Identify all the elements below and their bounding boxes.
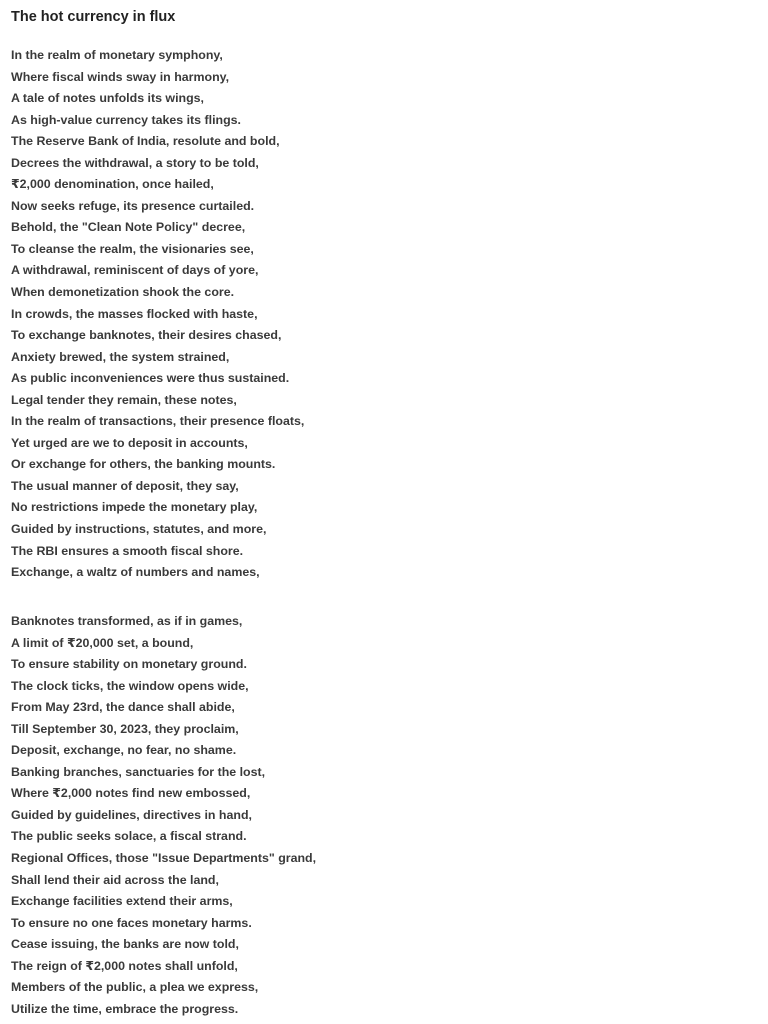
poem-line: As high-value currency takes its flings. [11, 112, 241, 127]
poem-line: The RBI ensures a smooth fiscal shore. [11, 543, 244, 558]
poem-line: In the realm of monetary symphony, [11, 48, 223, 62]
poem-line: Banknotes transformed, as if in games, [11, 614, 243, 628]
poem-line: Guided by guidelines, directives in hand, [11, 807, 252, 822]
poem-line: From May 23rd, the dance shall abide, [11, 700, 235, 715]
poem-line: Where fiscal winds sway in harmony, [11, 69, 230, 84]
poem-line: The public seeks solace, a fiscal strand. [11, 829, 247, 844]
poem-line: No restrictions impede the monetary play, [11, 500, 258, 515]
poem-line: Deposit, exchange, no fear, no shame. [11, 743, 237, 758]
document-title: The hot currency in flux [11, 9, 176, 25]
poem-line: Now seeks refuge, its presence curtailed. [11, 198, 255, 213]
poem-line: Behold, the "Clean Note Policy" decree, [11, 220, 246, 235]
poem-line: The Reserve Bank of India, resolute and bold, [11, 134, 280, 149]
poem-line: Members of the public, a plea we express, [11, 980, 259, 995]
poem-line: Or exchange for others, the banking mounts. [11, 457, 276, 472]
poem-line: A tale of notes unfolds its wings, [11, 91, 204, 106]
poem-line: To ensure no one faces monetary harms. [11, 915, 252, 930]
poem-line: When demonetization shook the core. [11, 285, 235, 300]
poem-line: The clock ticks, the window opens wide, [11, 678, 249, 693]
poem-line: Till September 30, 2023, they proclaim, [11, 721, 239, 736]
poem-line: Utilize the time, embrace the progress. [11, 1001, 239, 1016]
poem-line: Banking branches, sanctuaries for the lost, [11, 764, 266, 779]
poem-line: A limit of ₹20,000 set, a bound, [11, 635, 194, 650]
poem-line: To cleanse the realm, the visionaries see, [11, 241, 254, 256]
poem-line: Guided by instructions, statutes, and more, [11, 522, 267, 537]
poem-line: In the realm of transactions, their presence floats, [11, 414, 305, 429]
stanza-2 [11, 611, 316, 1020]
poem-line: To exchange banknotes, their desires chased, [11, 328, 282, 343]
poem-line: A withdrawal, reminiscent of days of yore, [11, 263, 259, 278]
poem-line: Exchange, a waltz of numbers and names, [11, 565, 260, 580]
poem-line: In crowds, the masses flocked with haste, [11, 306, 258, 321]
stanza-1 [11, 45, 304, 584]
poem-line: To ensure stability on monetary ground. [11, 657, 247, 672]
poem-line: Regional Offices, those "Issue Departments" grand, [11, 851, 317, 866]
poem-line: As public inconveniences were thus sustained. [11, 371, 290, 386]
poem-line: Shall lend their aid across the land, [11, 872, 219, 887]
poem-line: Cease issuing, the banks are now told, [11, 937, 239, 952]
poem-line: Legal tender they remain, these notes, [11, 392, 237, 407]
poem-line: Where ₹2,000 notes find new embossed, [11, 786, 251, 801]
poem-line: The reign of ₹2,000 notes shall unfold, [11, 958, 238, 973]
poem-line: The usual manner of deposit, they say, [11, 478, 239, 493]
poem-line: Exchange facilities extend their arms, [11, 894, 233, 909]
poem-line: Anxiety brewed, the system strained, [11, 349, 230, 364]
poem-line: Decrees the withdrawal, a story to be told, [11, 155, 259, 170]
poem-line: Yet urged are we to deposit in accounts, [11, 435, 248, 450]
poem-line: ₹2,000 denomination, once hailed, [11, 177, 214, 192]
